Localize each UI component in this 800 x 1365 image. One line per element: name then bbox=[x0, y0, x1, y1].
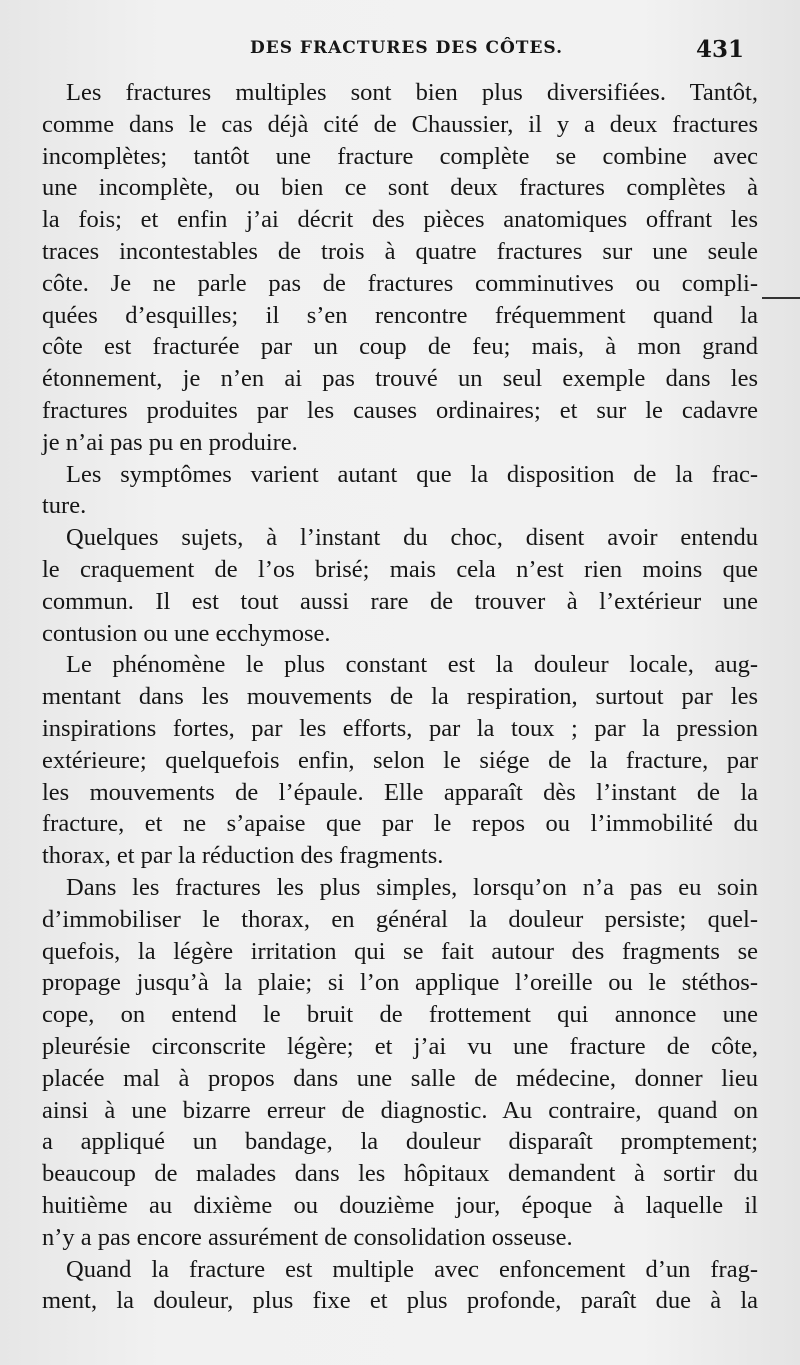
text-line: ture. bbox=[42, 492, 87, 520]
text-line: huitième au dixième ou douzième jour, époque à laquelle il bbox=[42, 1192, 758, 1219]
text-line: thorax, et par la réduction des fragments. bbox=[42, 842, 444, 870]
margin-mark bbox=[762, 297, 800, 299]
text-line: ainsi à une bizarre erreur de diagnostic. Au contraire, quand on bbox=[42, 1096, 758, 1124]
text-line: je n’ai pas pu en produire. bbox=[42, 428, 298, 456]
text-line: a appliqué un bandage, la douleur disparaît promptement; bbox=[42, 1128, 758, 1156]
text-line: mentant dans les mouvements de la respiration, surtout par les bbox=[42, 683, 758, 711]
text-line: côte. Je ne parle pas de fractures comminutives ou compli- bbox=[42, 269, 758, 297]
text-line: le craquement de l’os brisé; mais cela n’est rien moins que bbox=[42, 556, 758, 583]
text-line: placée mal à propos dans une salle de médecine, donner lieu bbox=[42, 1064, 758, 1092]
text-line: fracture, et ne s’apaise que par le repos ou l’immobilité du bbox=[42, 810, 758, 838]
text-line: Dans les fractures les plus simples, lorsqu’on n’a pas eu soin bbox=[66, 874, 758, 901]
text-line: traces incontestables de trois à quatre fractures sur une seule bbox=[42, 238, 758, 265]
running-header bbox=[0, 36, 800, 66]
text-line: Quelques sujets, à l’instant du choc, disent avoir entendu bbox=[66, 524, 758, 552]
text-line: une incomplète, ou bien ce sont deux fractures complètes à bbox=[42, 174, 758, 202]
text-line: pleurésie circonscrite légère; et j’ai vu une fracture de côte, bbox=[42, 1033, 758, 1060]
text-line: beaucoup de malades dans les hôpitaux demandent à sortir du bbox=[42, 1160, 758, 1188]
text-line: ment, la douleur, plus fixe et plus profonde, paraît due à la bbox=[42, 1287, 758, 1315]
text-line: Quand la fracture est multiple avec enfoncement d’un frag- bbox=[66, 1255, 758, 1283]
text-line: Les fractures multiples sont bien plus diversifiées. Tantôt, bbox=[66, 79, 758, 106]
text-line: incomplètes; tantôt une fracture complète se combine avec bbox=[42, 142, 758, 170]
running-title: DES FRACTURES DES CÔTES. bbox=[250, 38, 563, 58]
text-line: propage jusqu’à la plaie; si l’on applique l’oreille ou le stéthos- bbox=[42, 969, 758, 997]
text-line: contusion ou une ecchymose. bbox=[42, 619, 331, 647]
text-line: Les symptômes varient autant que la disposition de la frac- bbox=[66, 460, 758, 488]
text-line: extérieure; quelquefois enfin, selon le siége de la fracture, par bbox=[42, 746, 758, 774]
text-line: fractures produites par les causes ordinaires; et sur le cadavre bbox=[42, 397, 758, 424]
text-line: les mouvements de l’épaule. Elle apparaît dès l’instant de la bbox=[42, 778, 758, 806]
text-line: Le phénomène le plus constant est la douleur locale, aug- bbox=[66, 651, 758, 679]
text-line: étonnement, je n’en ai pas trouvé un seul exemple dans les bbox=[42, 365, 758, 393]
text-line: quées d’esquilles; il s’en rencontre fréquemment quand la bbox=[42, 301, 758, 329]
text-line: comme dans le cas déjà cité de Chaussier, il y a deux fractures bbox=[42, 110, 758, 138]
text-line: commun. Il est tout aussi rare de trouver à l’extérieur une bbox=[42, 587, 758, 615]
text-line: inspirations fortes, par les efforts, par la toux ; par la pression bbox=[42, 715, 758, 742]
page-number: 431 bbox=[696, 36, 745, 63]
text-line: quefois, la légère irritation qui se fait autour des fragments se bbox=[42, 937, 758, 965]
text-line: la fois; et enfin j’ai décrit des pièces anatomiques offrant les bbox=[42, 206, 758, 234]
text-line: d’immobiliser le thorax, en général la douleur persiste; quel- bbox=[42, 905, 758, 933]
text-line: côte est fracturée par un coup de feu; mais, à mon grand bbox=[42, 333, 758, 361]
text-line: cope, on entend le bruit de frottement qui annonce une bbox=[42, 1001, 758, 1029]
text-line: n’y a pas encore assurément de consolidation osseuse. bbox=[42, 1223, 573, 1251]
